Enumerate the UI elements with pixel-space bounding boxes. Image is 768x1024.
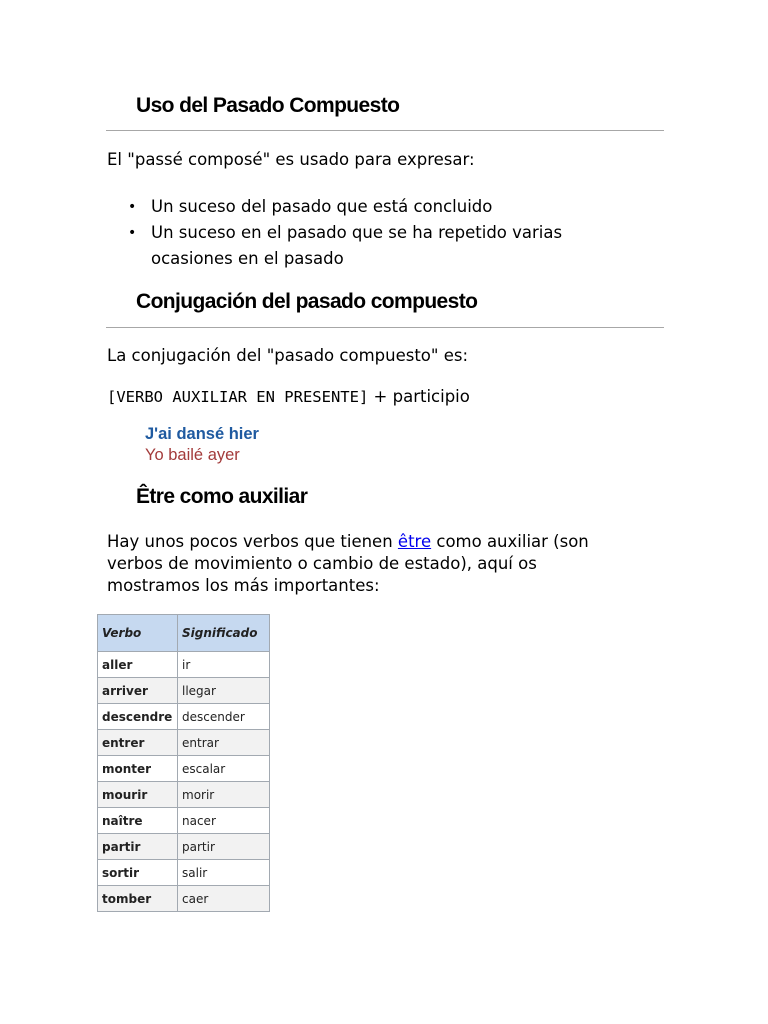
verb-cell: tomber <box>98 886 178 912</box>
bullet-icon: • <box>128 225 137 241</box>
verb-cell: naître <box>98 808 178 834</box>
etre-paragraph-line1 <box>107 531 589 553</box>
formula-auxiliary: [VERBO AUXILIAR EN PRESENTE] <box>107 388 369 406</box>
table-row <box>98 886 270 912</box>
table-row <box>98 704 270 730</box>
example-french: J'ai dansé hier <box>145 425 259 443</box>
meaning-cell: ir <box>178 652 270 678</box>
table-header-row <box>98 615 270 652</box>
heading-uso-pasado-compuesto: Uso del Pasado Compuesto <box>136 94 400 117</box>
conjugation-formula <box>107 386 470 408</box>
heading-divider <box>106 130 664 131</box>
table-row <box>98 834 270 860</box>
etre-paragraph-line3: mostramos los más importantes: <box>107 576 380 595</box>
intro-paragraph: El "passé composé" es usado para expresar: <box>107 150 475 169</box>
etre-link[interactable]: être <box>397 532 432 551</box>
verb-cell: arriver <box>98 678 178 704</box>
paragraph-text: Hay unos pocos verbos que tienen <box>107 532 398 551</box>
meaning-cell: descender <box>178 704 270 730</box>
verb-cell: monter <box>98 756 178 782</box>
verb-cell: entrer <box>98 730 178 756</box>
column-header-significado: Significado <box>178 615 270 652</box>
etre-paragraph-line2: verbos de movimiento o cambio de estado), aquí os <box>107 554 537 573</box>
table-row <box>98 756 270 782</box>
table-row <box>98 808 270 834</box>
table-row <box>98 782 270 808</box>
table-row <box>98 652 270 678</box>
meaning-cell: morir <box>178 782 270 808</box>
column-header-verbo: Verbo <box>98 615 178 652</box>
table-row <box>98 860 270 886</box>
list-item-text: Un suceso en el pasado que se ha repetido varias ocasiones en el pasado <box>151 223 563 268</box>
meaning-cell: nacer <box>178 808 270 834</box>
formula-participle: + participio <box>368 387 470 406</box>
heading-etre-auxiliar: Être como auxiliar <box>136 485 308 508</box>
verb-cell: sortir <box>98 860 178 886</box>
example-spanish: Yo bailé ayer <box>145 446 240 464</box>
meaning-cell: caer <box>178 886 270 912</box>
meaning-cell: salir <box>178 860 270 886</box>
verb-cell: descendre <box>98 704 178 730</box>
list-item <box>107 220 627 272</box>
heading-conjugacion: Conjugación del pasado compuesto <box>136 290 478 313</box>
heading-divider <box>106 327 664 328</box>
verb-cell: aller <box>98 652 178 678</box>
list-item <box>107 194 627 220</box>
meaning-cell: entrar <box>178 730 270 756</box>
bullet-icon: • <box>128 199 137 215</box>
verb-cell: partir <box>98 834 178 860</box>
uses-list <box>107 194 627 272</box>
meaning-cell: partir <box>178 834 270 860</box>
table-row <box>98 678 270 704</box>
conjugation-intro: La conjugación del "pasado compuesto" es: <box>107 346 469 365</box>
etre-verbs-table <box>97 614 270 912</box>
paragraph-text: como auxiliar (son <box>431 532 589 551</box>
meaning-cell: llegar <box>178 678 270 704</box>
meaning-cell: escalar <box>178 756 270 782</box>
verb-cell: mourir <box>98 782 178 808</box>
table-row <box>98 730 270 756</box>
list-item-text: Un suceso del pasado que está concluido <box>151 197 493 216</box>
